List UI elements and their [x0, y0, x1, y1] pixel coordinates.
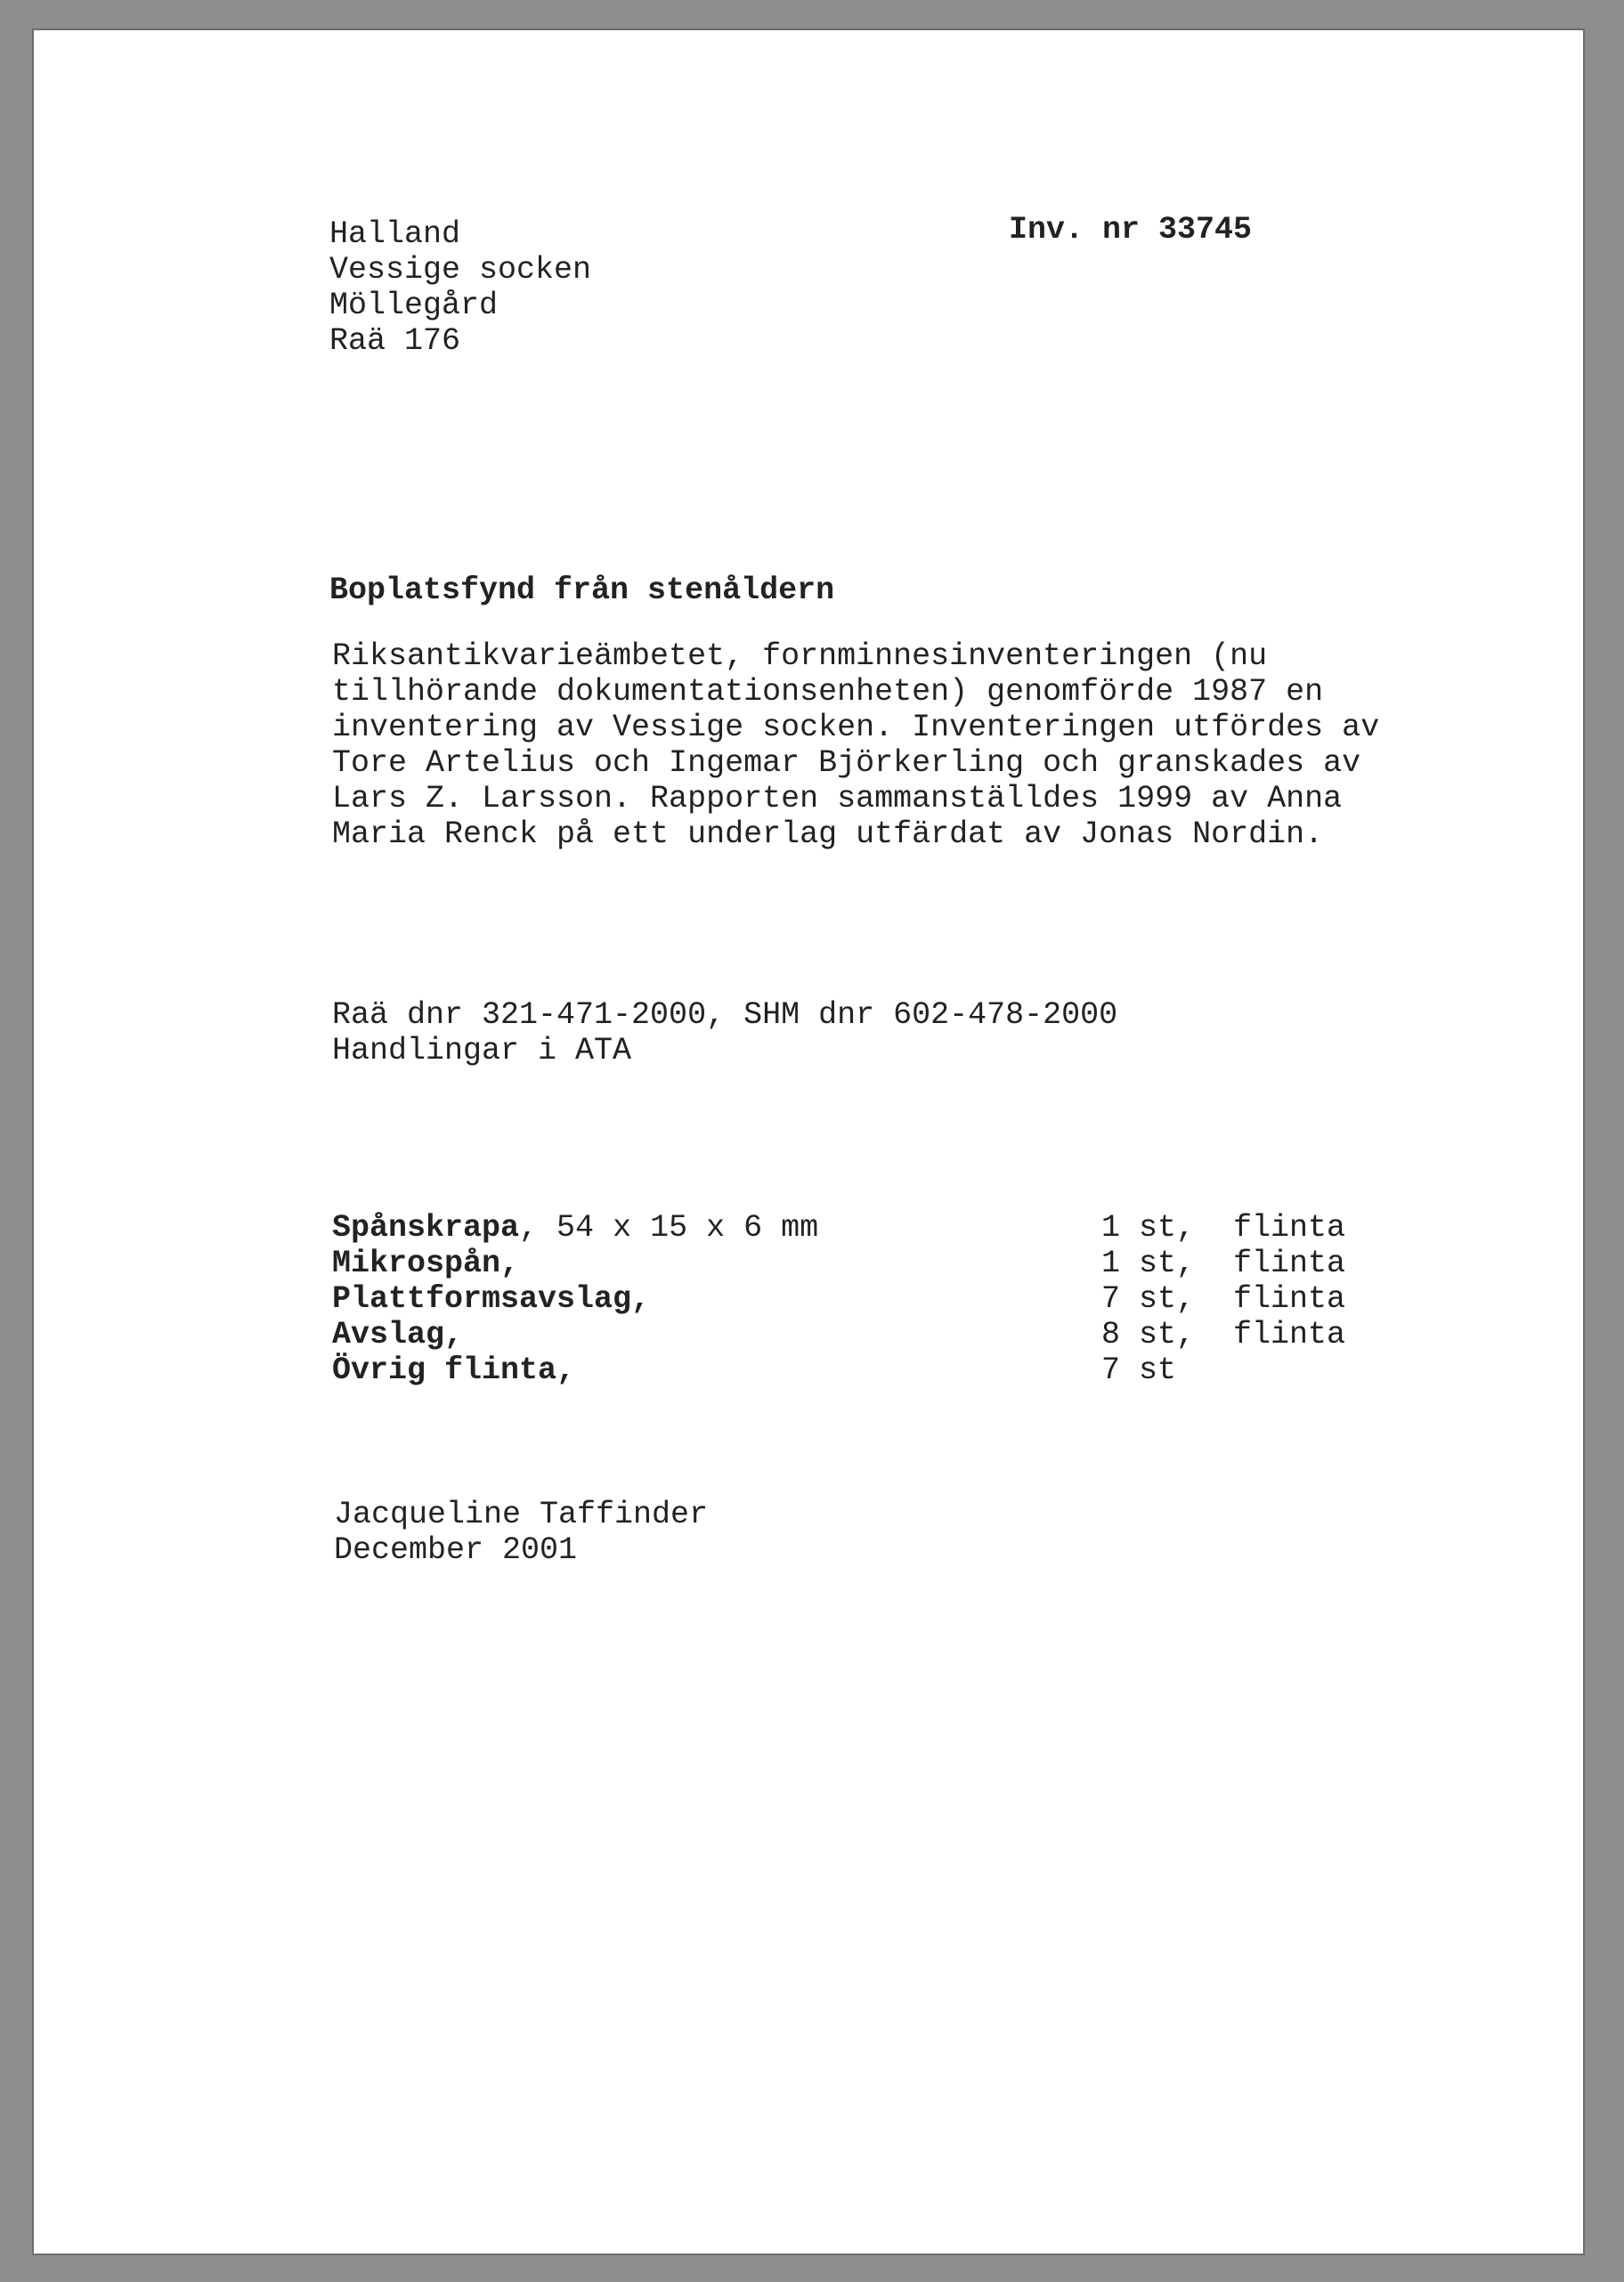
find-count: 7 st [1101, 1352, 1177, 1388]
location-parish: Vessige socken [329, 252, 592, 288]
inventory-number: Inv. nr 33745 [1009, 212, 1253, 248]
location-county: Halland [329, 216, 461, 252]
document-title: Boplatsfynd från stenåldern [329, 573, 835, 608]
author-name: Jacqueline Taffinder [334, 1497, 709, 1532]
find-count: 8 st, [1101, 1317, 1196, 1352]
location-raa-number: Raä 176 [329, 323, 461, 359]
reference-dnr: Raä dnr 321-471-2000, SHM dnr 602-478-2000 [332, 997, 1118, 1033]
find-name: Mikrospån, [332, 1246, 520, 1281]
body-line: Riksantikvarieämbetet, fornminnesinventeringen (nu [332, 638, 1268, 674]
find-name: Avslag, [332, 1317, 464, 1352]
body-line: Lars Z. Larsson. Rapporten sammanställdes 1999 av Anna [332, 781, 1343, 816]
find-material: flinta [1233, 1281, 1346, 1317]
body-line: tillhörande dokumentationsenheten) genomförde 1987 en [332, 674, 1324, 710]
body-line: inventering av Vessige socken. Inventeringen utfördes av [332, 710, 1380, 745]
find-row [332, 1210, 818, 1246]
find-name: Spånskrapa [332, 1210, 520, 1246]
find-name: Plattformsavslag, [332, 1281, 651, 1317]
reference-archive: Handlingar i ATA [332, 1033, 632, 1068]
location-farm: Möllegård [329, 288, 499, 323]
find-material: flinta [1233, 1210, 1346, 1246]
find-count: 7 st, [1101, 1281, 1196, 1317]
document-date: December 2001 [334, 1532, 578, 1568]
find-detail: , 54 x 15 x 6 mm [519, 1210, 819, 1246]
find-name: Övrig flinta, [332, 1352, 576, 1388]
find-count: 1 st, [1101, 1210, 1196, 1246]
find-count: 1 st, [1101, 1246, 1196, 1281]
find-material: flinta [1233, 1317, 1346, 1352]
body-line: Tore Artelius och Ingemar Björkerling och granskades av [332, 745, 1361, 781]
find-material: flinta [1233, 1246, 1346, 1281]
body-line: Maria Renck på ett underlag utfärdat av Jonas Nordin. [332, 816, 1324, 852]
document-page [34, 30, 1583, 2254]
